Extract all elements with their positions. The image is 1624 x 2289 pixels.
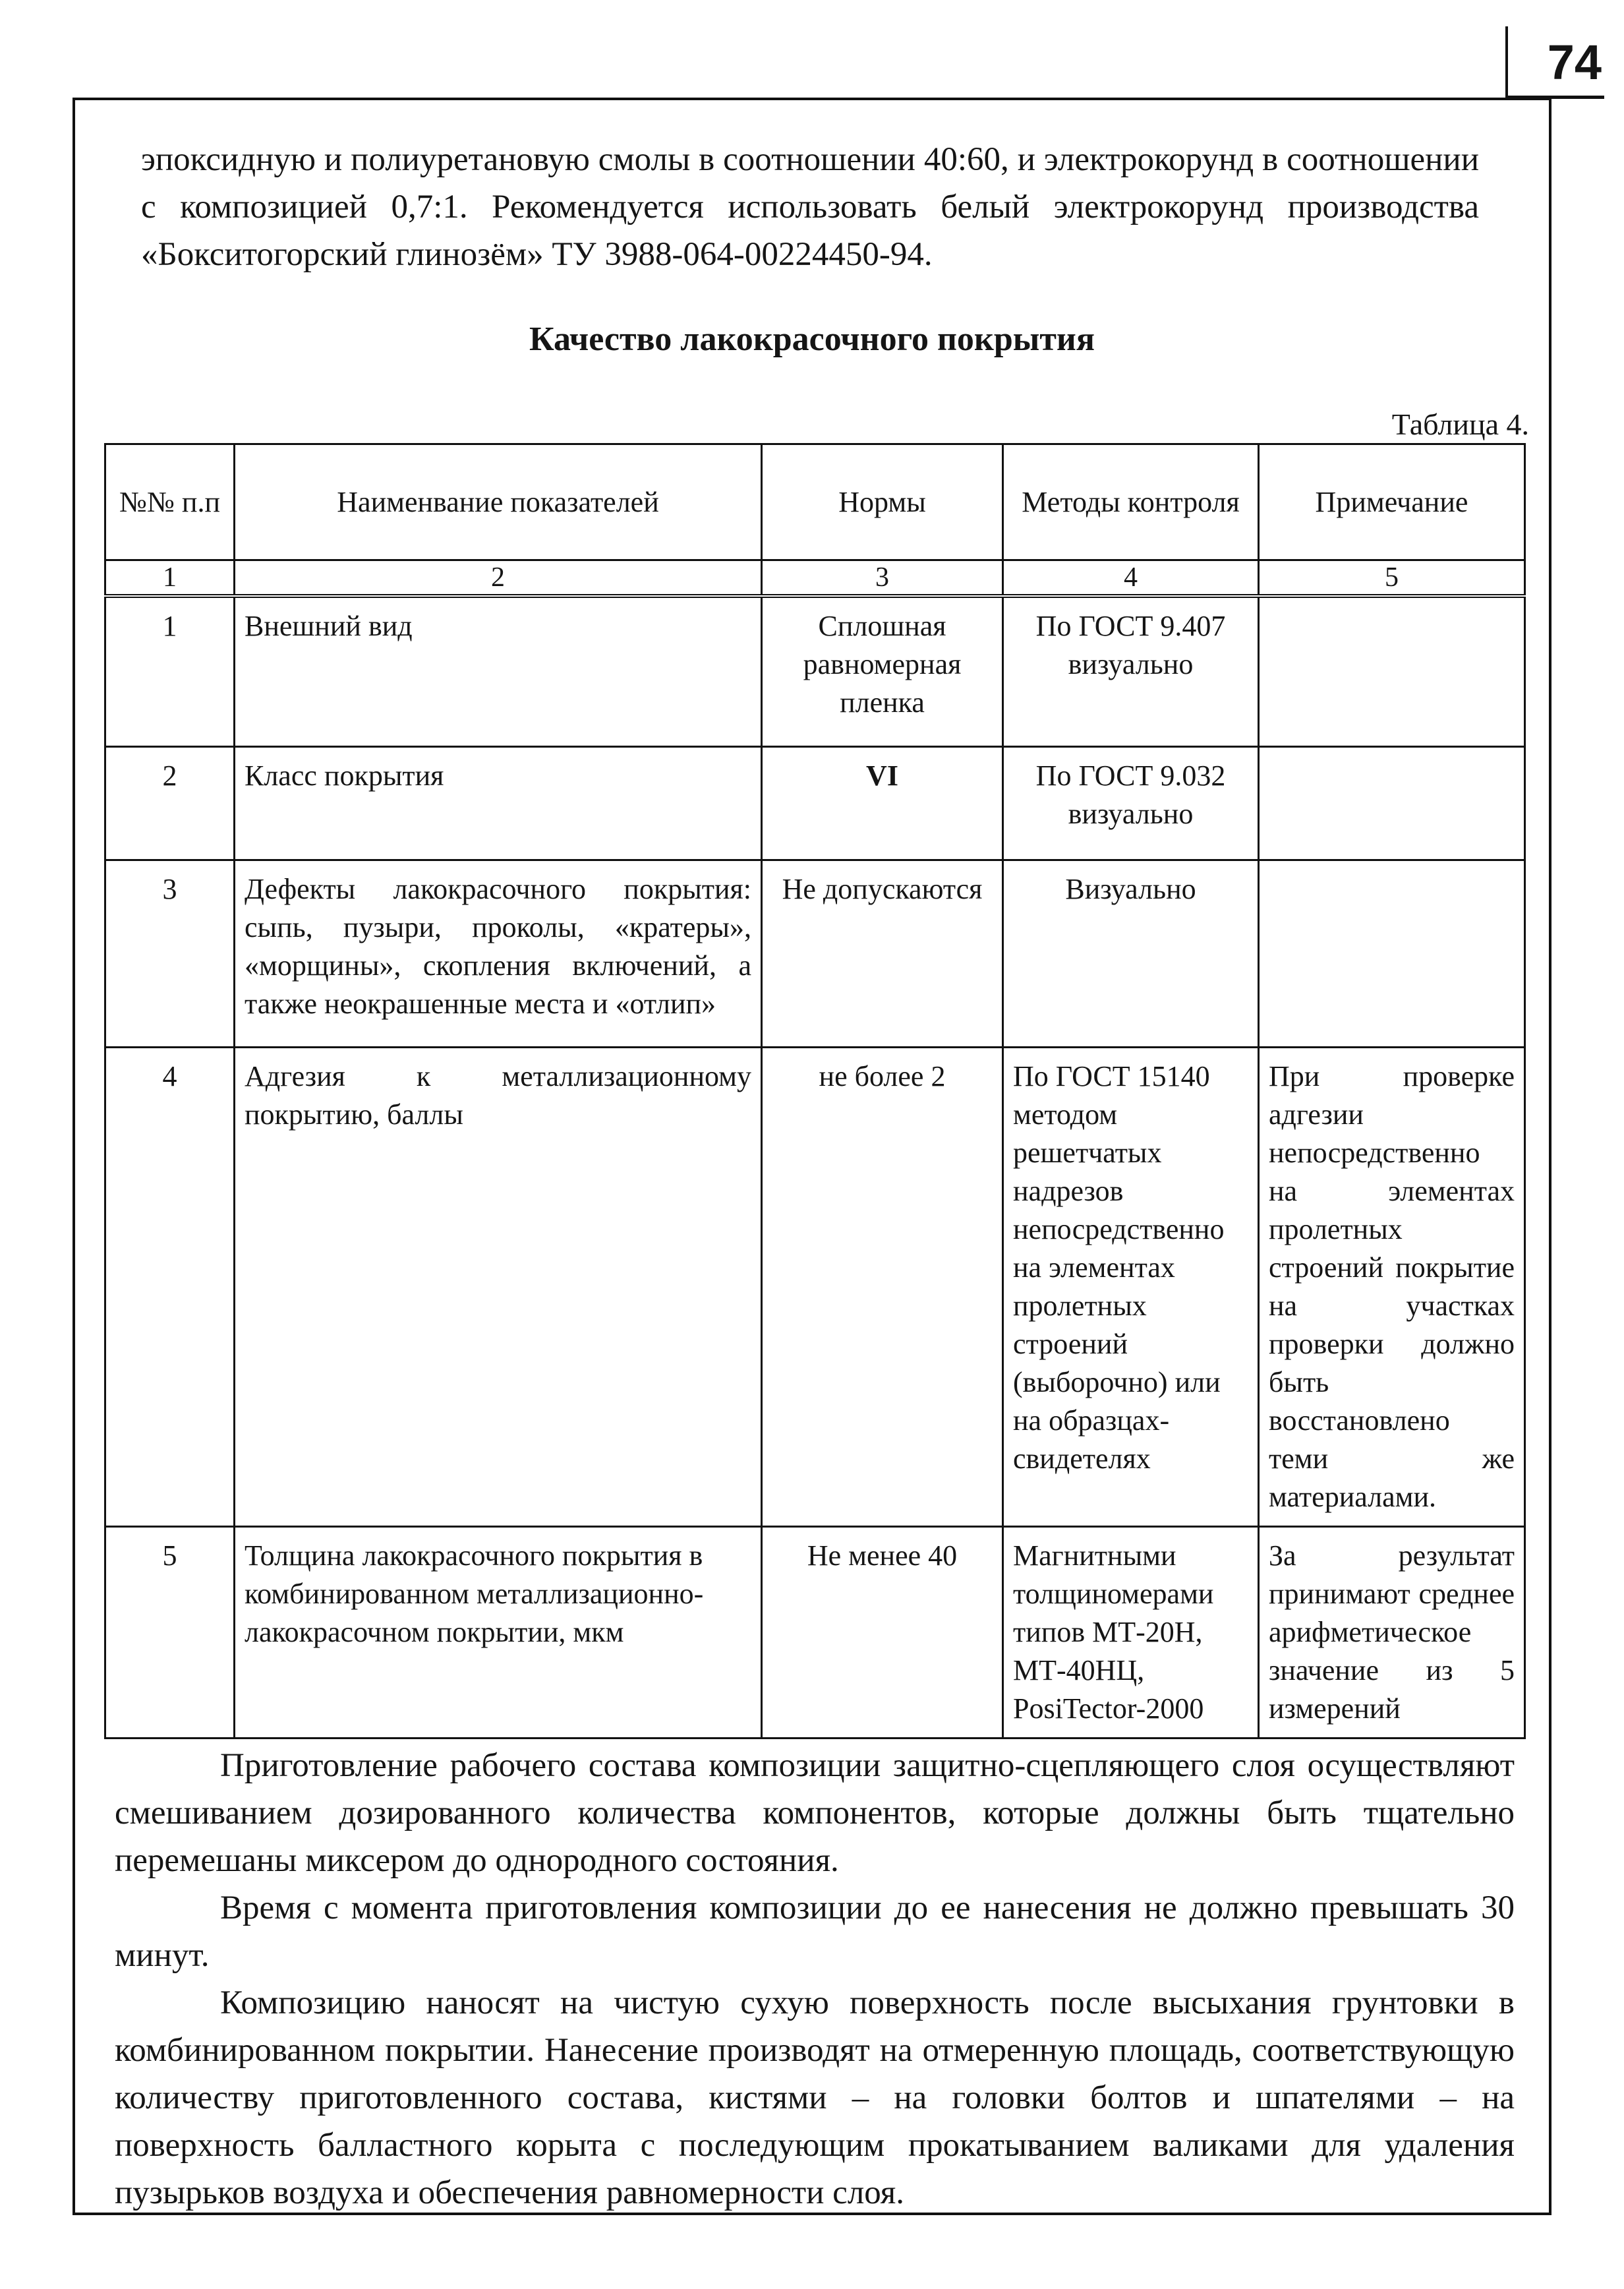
row-name: Внешний вид xyxy=(235,596,762,746)
body-paragraph: Время с момента приготовления композиции до ее нанесения не должно превышать 30 минут. xyxy=(115,1889,1515,1974)
quality-table xyxy=(104,443,1526,1739)
column-number: 2 xyxy=(235,560,762,597)
row-number: 2 xyxy=(105,746,235,860)
row-note: При проверке адгезии непосредственно на элементах пролетных строений покрытие на участках проверки должно быть восстановлено теми же материалами. xyxy=(1259,1047,1525,1526)
row-method: Магнитными толщиномерами типов МТ-20Н, МТ-40НЦ, PosiTector-2000 xyxy=(1003,1526,1259,1738)
row-name: Дефекты лакокрасочного покрытия: сыпь, пузыри, проколы, «кратеры», «морщины», скопления включений, а также неокрашенные места и «отлип» xyxy=(235,860,762,1047)
table-row xyxy=(105,1526,1525,1738)
row-note xyxy=(1259,860,1525,1047)
column-number: 4 xyxy=(1003,560,1259,597)
row-note: За результат принимают среднее арифметическое значение из 5 измерений xyxy=(1259,1526,1525,1738)
row-note xyxy=(1259,746,1525,860)
body-paragraph: Композицию наносят на чистую сухую поверхность после высыхания грунтовки в комбинированном покрытии. Нанесение производят на отмеренную площадь, соответствующую количеству приготовленного состава, кистями – на головки болтов и шпателями – на поверхность балластного корыта с последующим прокатыванием валиками для удаления пузырьков воздуха и обеспечения равномерности слоя. xyxy=(115,1984,1515,2211)
row-number: 4 xyxy=(105,1047,235,1526)
row-norm: Не допускаются xyxy=(762,860,1003,1047)
column-number: 3 xyxy=(762,560,1003,597)
row-method: Визуально xyxy=(1003,860,1259,1047)
row-name: Адгезия к металлизационному покрытию, баллы xyxy=(235,1047,762,1526)
row-number: 3 xyxy=(105,860,235,1047)
row-norm: не более 2 xyxy=(762,1047,1003,1526)
row-number: 5 xyxy=(105,1526,235,1738)
row-name: Класс покрытия xyxy=(235,746,762,860)
row-method: По ГОСТ 15140 методом решетчатых надрезов непосредственно на элементах пролетных строений (выборочно) или на образцах-свидетелях xyxy=(1003,1047,1259,1526)
row-number: 1 xyxy=(105,596,235,746)
table-header-row xyxy=(105,444,1525,560)
header-note: Примечание xyxy=(1259,444,1525,560)
column-number: 1 xyxy=(105,560,235,597)
section-title: Качество лакокрасочного покрытия xyxy=(529,320,1095,358)
row-method: По ГОСТ 9.032 визуально xyxy=(1003,746,1259,860)
header-name: Наименвание показателей xyxy=(235,444,762,560)
header-number: №№ п.п xyxy=(105,444,235,560)
page-frame xyxy=(72,98,1552,2215)
row-method: По ГОСТ 9.407 визуально xyxy=(1003,596,1259,746)
table-row xyxy=(105,596,1525,746)
table-row xyxy=(105,860,1525,1047)
header-methods: Методы контроля xyxy=(1003,444,1259,560)
page-number: 74 xyxy=(1505,26,1604,99)
table-row xyxy=(105,746,1525,860)
header-norms: Нормы xyxy=(762,444,1003,560)
intro-paragraph: эпоксидную и полиуретановую смолы в соотношении 40:60, и электрокорунд в соотношении с композицией 0,7:1. Рекомендуется использовать белый электрокорунд производства «Бокситогорский глинозём» ТУ 3988-064-00224450-94. xyxy=(141,141,1479,273)
row-note xyxy=(1259,596,1525,746)
column-number-row xyxy=(105,560,1525,597)
row-norm: Не менее 40 xyxy=(762,1526,1003,1738)
row-name: Толщина лакокрасочного покрытия в комбинированном металлизационно-лакокрасочном покрытии, мкм xyxy=(235,1526,762,1738)
row-norm: VI xyxy=(762,746,1003,860)
row-norm: Сплошная равномерная пленка xyxy=(762,596,1003,746)
column-number: 5 xyxy=(1259,560,1525,597)
body-paragraph: Приготовление рабочего состава композиции защитно-сцепляющего слоя осуществляют смешиванием дозированного количества компонентов, которые должны быть тщательно перемешаны миксером до однородного состояния. xyxy=(115,1747,1515,1879)
table-row xyxy=(105,1047,1525,1526)
table-caption: Таблица 4. xyxy=(1391,407,1529,441)
